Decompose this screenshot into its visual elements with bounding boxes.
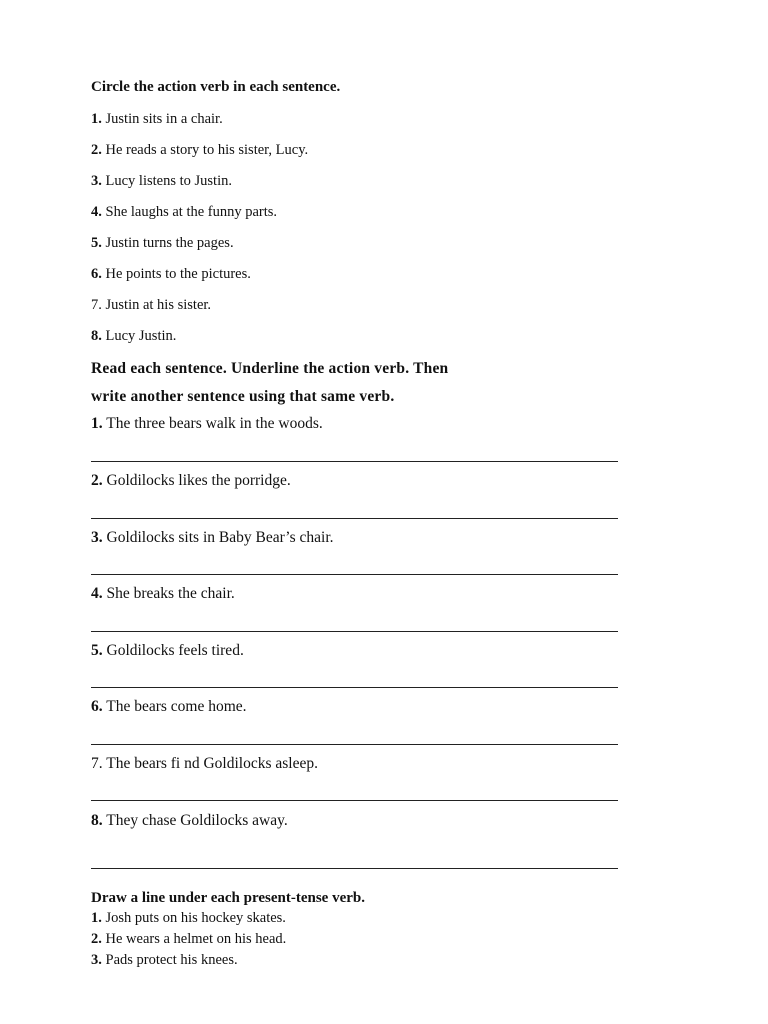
section3-item-3: [91, 952, 238, 969]
item-number: 3.: [91, 529, 103, 546]
answer-line-6[interactable]: [91, 744, 618, 745]
answer-line-8[interactable]: [91, 868, 618, 869]
item-number: 5.: [91, 235, 102, 251]
section2-item-8: [91, 812, 288, 830]
section2-item-6: [91, 698, 247, 716]
section2-item-7: [91, 755, 318, 773]
item-text: He points to the pictures.: [101, 266, 251, 282]
section2-item-2: [91, 472, 291, 490]
section3-item-1: [91, 910, 286, 927]
item-text: He reads a story to his sister, Lucy.: [101, 142, 309, 158]
section2-heading-line2: write another sentence using that same verb.: [91, 388, 395, 405]
item-text: Goldilocks feels tired.: [102, 642, 244, 659]
item-number: 5.: [91, 642, 103, 659]
item-text: The bears fi nd Goldilocks asleep.: [102, 755, 318, 772]
section3-item-2: [91, 931, 286, 948]
item-number: 3.: [91, 952, 102, 968]
item-text: She laughs at the funny parts.: [101, 204, 278, 220]
item-number: 6.: [91, 266, 102, 282]
section1-item-4: [91, 204, 277, 221]
answer-line-3[interactable]: [91, 574, 618, 575]
section1-item-6: [91, 266, 251, 283]
item-text: She breaks the chair.: [102, 585, 235, 602]
item-text: He wears a helmet on his head.: [101, 931, 287, 947]
section1-item-1: [91, 111, 223, 128]
section2-item-4: [91, 585, 235, 603]
item-text: Justin turns the pages.: [101, 235, 234, 251]
item-text: Goldilocks sits in Baby Bear’s chair.: [102, 529, 334, 546]
item-number: 1.: [91, 910, 102, 926]
answer-line-1[interactable]: [91, 461, 618, 462]
item-number: 2.: [91, 142, 102, 158]
item-text: Lucy Justin.: [101, 328, 177, 344]
item-number: 8.: [91, 812, 103, 829]
item-text: Justin sits in a chair.: [101, 111, 223, 127]
answer-line-5[interactable]: [91, 687, 618, 688]
answer-line-7[interactable]: [91, 800, 618, 801]
section1-item-2: [91, 142, 308, 159]
item-number: 1.: [91, 415, 103, 432]
item-text: Lucy listens to Justin.: [101, 173, 232, 189]
item-number: 4.: [91, 204, 102, 220]
item-number: 6.: [91, 698, 103, 715]
item-text: Justin at his sister.: [101, 297, 212, 313]
section1-heading: Circle the action verb in each sentence.: [91, 79, 341, 95]
section3-heading: Draw a line under each present-tense verb.: [91, 890, 365, 906]
item-text: They chase Goldilocks away.: [102, 812, 288, 829]
item-number: 1.: [91, 111, 102, 127]
section1-item-8: [91, 328, 176, 345]
section1-item-3: [91, 173, 232, 190]
section2-heading-line1: Read each sentence. Underline the action verb. Then: [91, 360, 449, 377]
item-number: 4.: [91, 585, 103, 602]
item-number: 8.: [91, 328, 102, 344]
item-text: Pads protect his knees.: [101, 952, 238, 968]
item-text: Goldilocks likes the porridge.: [102, 472, 291, 489]
section2-item-3: [91, 529, 334, 547]
answer-line-4[interactable]: [91, 631, 618, 632]
section1-item-7: [91, 297, 211, 314]
item-text: The bears come home.: [102, 698, 247, 715]
item-number: 2.: [91, 931, 102, 947]
section2-item-1: [91, 415, 323, 433]
item-text: The three bears walk in the woods.: [102, 415, 323, 432]
item-number: 3.: [91, 173, 102, 189]
section2-item-5: [91, 642, 244, 660]
item-number: 7.: [91, 297, 102, 313]
item-number: 2.: [91, 472, 103, 489]
item-text: Josh puts on his hockey skates.: [101, 910, 286, 926]
section1-item-5: [91, 235, 234, 252]
answer-line-2[interactable]: [91, 518, 618, 519]
item-number: 7.: [91, 755, 103, 772]
